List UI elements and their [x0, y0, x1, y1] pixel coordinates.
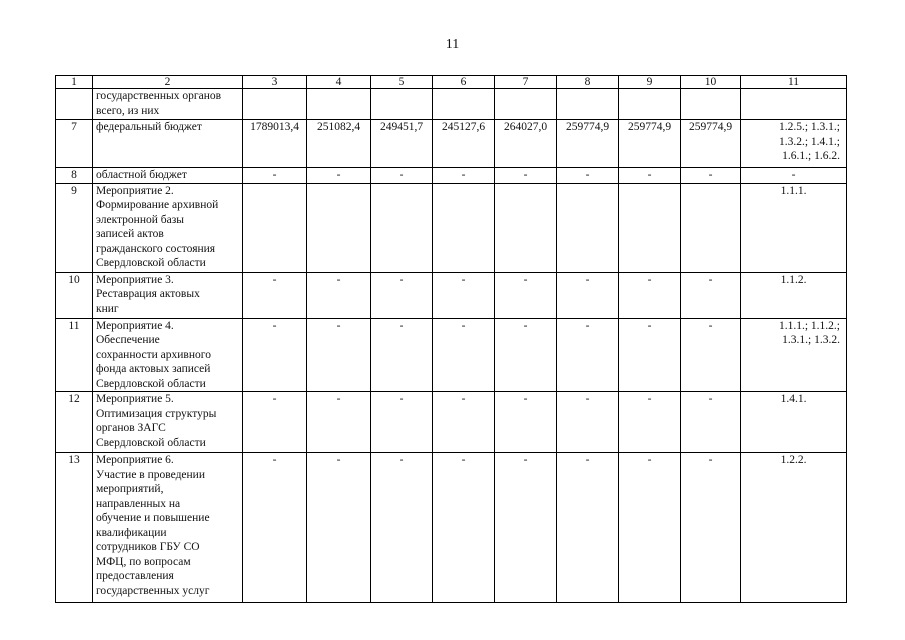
table-row — [56, 120, 847, 168]
value-cell: - — [681, 453, 741, 603]
value-cell: - — [243, 272, 307, 318]
value-cell: - — [619, 318, 681, 392]
value-cell: - — [243, 392, 307, 453]
value-cell — [495, 183, 557, 272]
value-cell: - — [619, 392, 681, 453]
value-cell: - — [495, 168, 557, 184]
row-name-line: органов ЗАГС — [96, 422, 166, 434]
value-cell: 245127,6 — [433, 120, 495, 168]
value-cell: - — [371, 392, 433, 453]
value-cell: - — [243, 318, 307, 392]
row-name-line: Свердловской области — [96, 436, 206, 449]
row-name-cell — [93, 318, 243, 392]
row-name-cell — [93, 453, 243, 603]
value-cell — [681, 89, 741, 120]
row-name-line: областной бюджет — [96, 169, 187, 181]
table-row — [56, 392, 847, 453]
value-cell: - — [619, 168, 681, 184]
table-row — [56, 453, 847, 603]
row-name-line: Реставрация актовых — [96, 288, 200, 300]
value-cell — [557, 89, 619, 120]
row-number-cell: 7 — [56, 120, 93, 168]
target-ref-cell — [741, 453, 847, 603]
target-ref-cell — [741, 168, 847, 184]
value-cell: 264027,0 — [495, 120, 557, 168]
target-ref-cell — [741, 318, 847, 392]
target-ref-line: 1.1.2. — [780, 273, 807, 286]
value-cell: - — [433, 168, 495, 184]
value-cell: - — [243, 168, 307, 184]
row-name-cell — [93, 272, 243, 318]
value-cell — [619, 89, 681, 120]
target-ref-line: 1.1.1. — [780, 184, 807, 197]
value-cell: 259774,9 — [557, 120, 619, 168]
row-name-line: государственных услуг — [96, 584, 210, 597]
value-cell — [619, 183, 681, 272]
row-name-line: МФЦ, по вопросам — [96, 555, 191, 568]
row-name-cell — [93, 89, 243, 120]
row-name-line: Мероприятие 2. — [96, 184, 174, 197]
value-cell — [307, 89, 371, 120]
value-cell — [681, 183, 741, 272]
row-name-line: записей актов — [96, 228, 164, 240]
column-header: 3 — [243, 76, 307, 89]
value-cell: - — [681, 318, 741, 392]
column-number-row — [56, 76, 847, 89]
column-header: 2 — [93, 76, 243, 89]
target-ref-line: 1.2.5.; 1.3.1.; — [778, 121, 840, 133]
table-row — [56, 272, 847, 318]
value-cell: - — [307, 318, 371, 392]
value-cell: - — [495, 272, 557, 318]
row-name-line: квалификации — [96, 526, 167, 539]
target-ref-line: 1.4.1. — [780, 393, 807, 405]
value-cell: 259774,9 — [619, 120, 681, 168]
row-name-line: Мероприятие 5. — [96, 393, 174, 405]
value-cell: - — [307, 392, 371, 453]
column-header: 7 — [495, 76, 557, 89]
value-cell — [371, 89, 433, 120]
value-cell: - — [371, 318, 433, 392]
value-cell: - — [495, 392, 557, 453]
target-ref-cell — [741, 183, 847, 272]
row-name-line: сотрудников ГБУ СО — [96, 541, 200, 553]
value-cell: - — [433, 272, 495, 318]
column-header: 8 — [557, 76, 619, 89]
value-cell — [433, 89, 495, 120]
value-cell: - — [557, 168, 619, 184]
value-cell: 259774,9 — [681, 120, 741, 168]
row-name-line: мероприятий, — [96, 483, 164, 495]
row-name-cell — [93, 392, 243, 453]
value-cell: - — [243, 453, 307, 603]
target-ref-line: 1.1.1.; 1.1.2.; — [778, 319, 840, 332]
value-cell: - — [433, 453, 495, 603]
row-name-line: фонда актовых записей — [96, 363, 211, 375]
row-number-cell: 8 — [56, 168, 93, 184]
row-name-line: государственных органов — [96, 90, 222, 102]
value-cell: 249451,7 — [371, 120, 433, 168]
row-name-line: книг — [96, 302, 119, 315]
row-name-line: Оптимизация структуры — [96, 407, 217, 420]
row-name-cell — [93, 168, 243, 184]
row-name-line: федеральный бюджет — [96, 121, 202, 133]
row-name-cell — [93, 120, 243, 168]
value-cell: - — [433, 318, 495, 392]
target-ref-line: 1.6.1.; 1.6.2. — [782, 150, 840, 162]
target-ref-cell — [741, 120, 847, 168]
target-ref-line: 1.2.2. — [780, 454, 807, 466]
target-ref-line: - — [791, 169, 796, 181]
value-cell: - — [681, 392, 741, 453]
table-row — [56, 183, 847, 272]
target-ref-cell — [741, 89, 847, 120]
row-name-line: всего, из них — [96, 104, 160, 117]
value-cell: - — [371, 168, 433, 184]
value-cell: - — [681, 272, 741, 318]
row-number-cell: 13 — [56, 453, 93, 603]
row-name-line: сохранности архивного — [96, 348, 211, 361]
value-cell: - — [371, 453, 433, 603]
row-name-line: Свердловской области — [96, 257, 206, 269]
table-row — [56, 89, 847, 120]
column-header: 5 — [371, 76, 433, 89]
row-name-line: предоставления — [96, 570, 174, 582]
value-cell: - — [371, 272, 433, 318]
value-cell: - — [557, 453, 619, 603]
column-header: 11 — [741, 76, 847, 89]
target-ref-line: 1.3.1.; 1.3.2. — [782, 334, 840, 346]
row-name-line: направленных на — [96, 497, 181, 510]
value-cell — [557, 183, 619, 272]
value-cell: - — [557, 392, 619, 453]
value-cell: - — [307, 272, 371, 318]
value-cell — [371, 183, 433, 272]
page-number: 11 — [445, 37, 460, 52]
row-name-line: обучение и повышение — [96, 512, 210, 524]
value-cell: - — [681, 168, 741, 184]
value-cell: - — [495, 318, 557, 392]
value-cell — [495, 89, 557, 120]
row-name-line: Обеспечение — [96, 334, 160, 346]
row-number-cell — [56, 89, 93, 120]
row-number-cell: 11 — [56, 318, 93, 392]
target-ref-line: 1.3.2.; 1.4.1.; — [778, 135, 840, 148]
row-name-cell — [93, 183, 243, 272]
row-name-line: гражданского состояния — [96, 242, 216, 255]
row-name-line: Свердловской области — [96, 377, 206, 390]
column-header: 4 — [307, 76, 371, 89]
column-header: 10 — [681, 76, 741, 89]
value-cell: - — [495, 453, 557, 603]
budget-table — [55, 75, 847, 603]
value-cell: - — [557, 318, 619, 392]
row-number-cell: 10 — [56, 272, 93, 318]
row-name-line: Мероприятие 4. — [96, 319, 174, 332]
column-header: 6 — [433, 76, 495, 89]
value-cell: - — [433, 392, 495, 453]
value-cell — [243, 89, 307, 120]
value-cell: - — [557, 272, 619, 318]
table-row — [56, 318, 847, 392]
value-cell: 1789013,4 — [243, 120, 307, 168]
value-cell: 251082,4 — [307, 120, 371, 168]
value-cell: - — [619, 272, 681, 318]
value-cell: - — [619, 453, 681, 603]
value-cell — [433, 183, 495, 272]
value-cell: - — [307, 168, 371, 184]
value-cell — [243, 183, 307, 272]
row-name-line: Мероприятие 3. — [96, 273, 174, 286]
row-number-cell: 12 — [56, 392, 93, 453]
row-name-line: Формирование архивной — [96, 199, 219, 211]
table-body — [56, 76, 847, 603]
row-name-line: Участие в проведении — [96, 468, 205, 481]
row-name-line: электронной базы — [96, 213, 184, 226]
target-ref-cell — [741, 392, 847, 453]
table-row — [56, 168, 847, 184]
target-ref-cell — [741, 272, 847, 318]
column-header: 9 — [619, 76, 681, 89]
row-name-line: Мероприятие 6. — [96, 454, 174, 466]
value-cell — [307, 183, 371, 272]
row-number-cell: 9 — [56, 183, 93, 272]
value-cell: - — [307, 453, 371, 603]
column-header: 1 — [56, 76, 93, 89]
